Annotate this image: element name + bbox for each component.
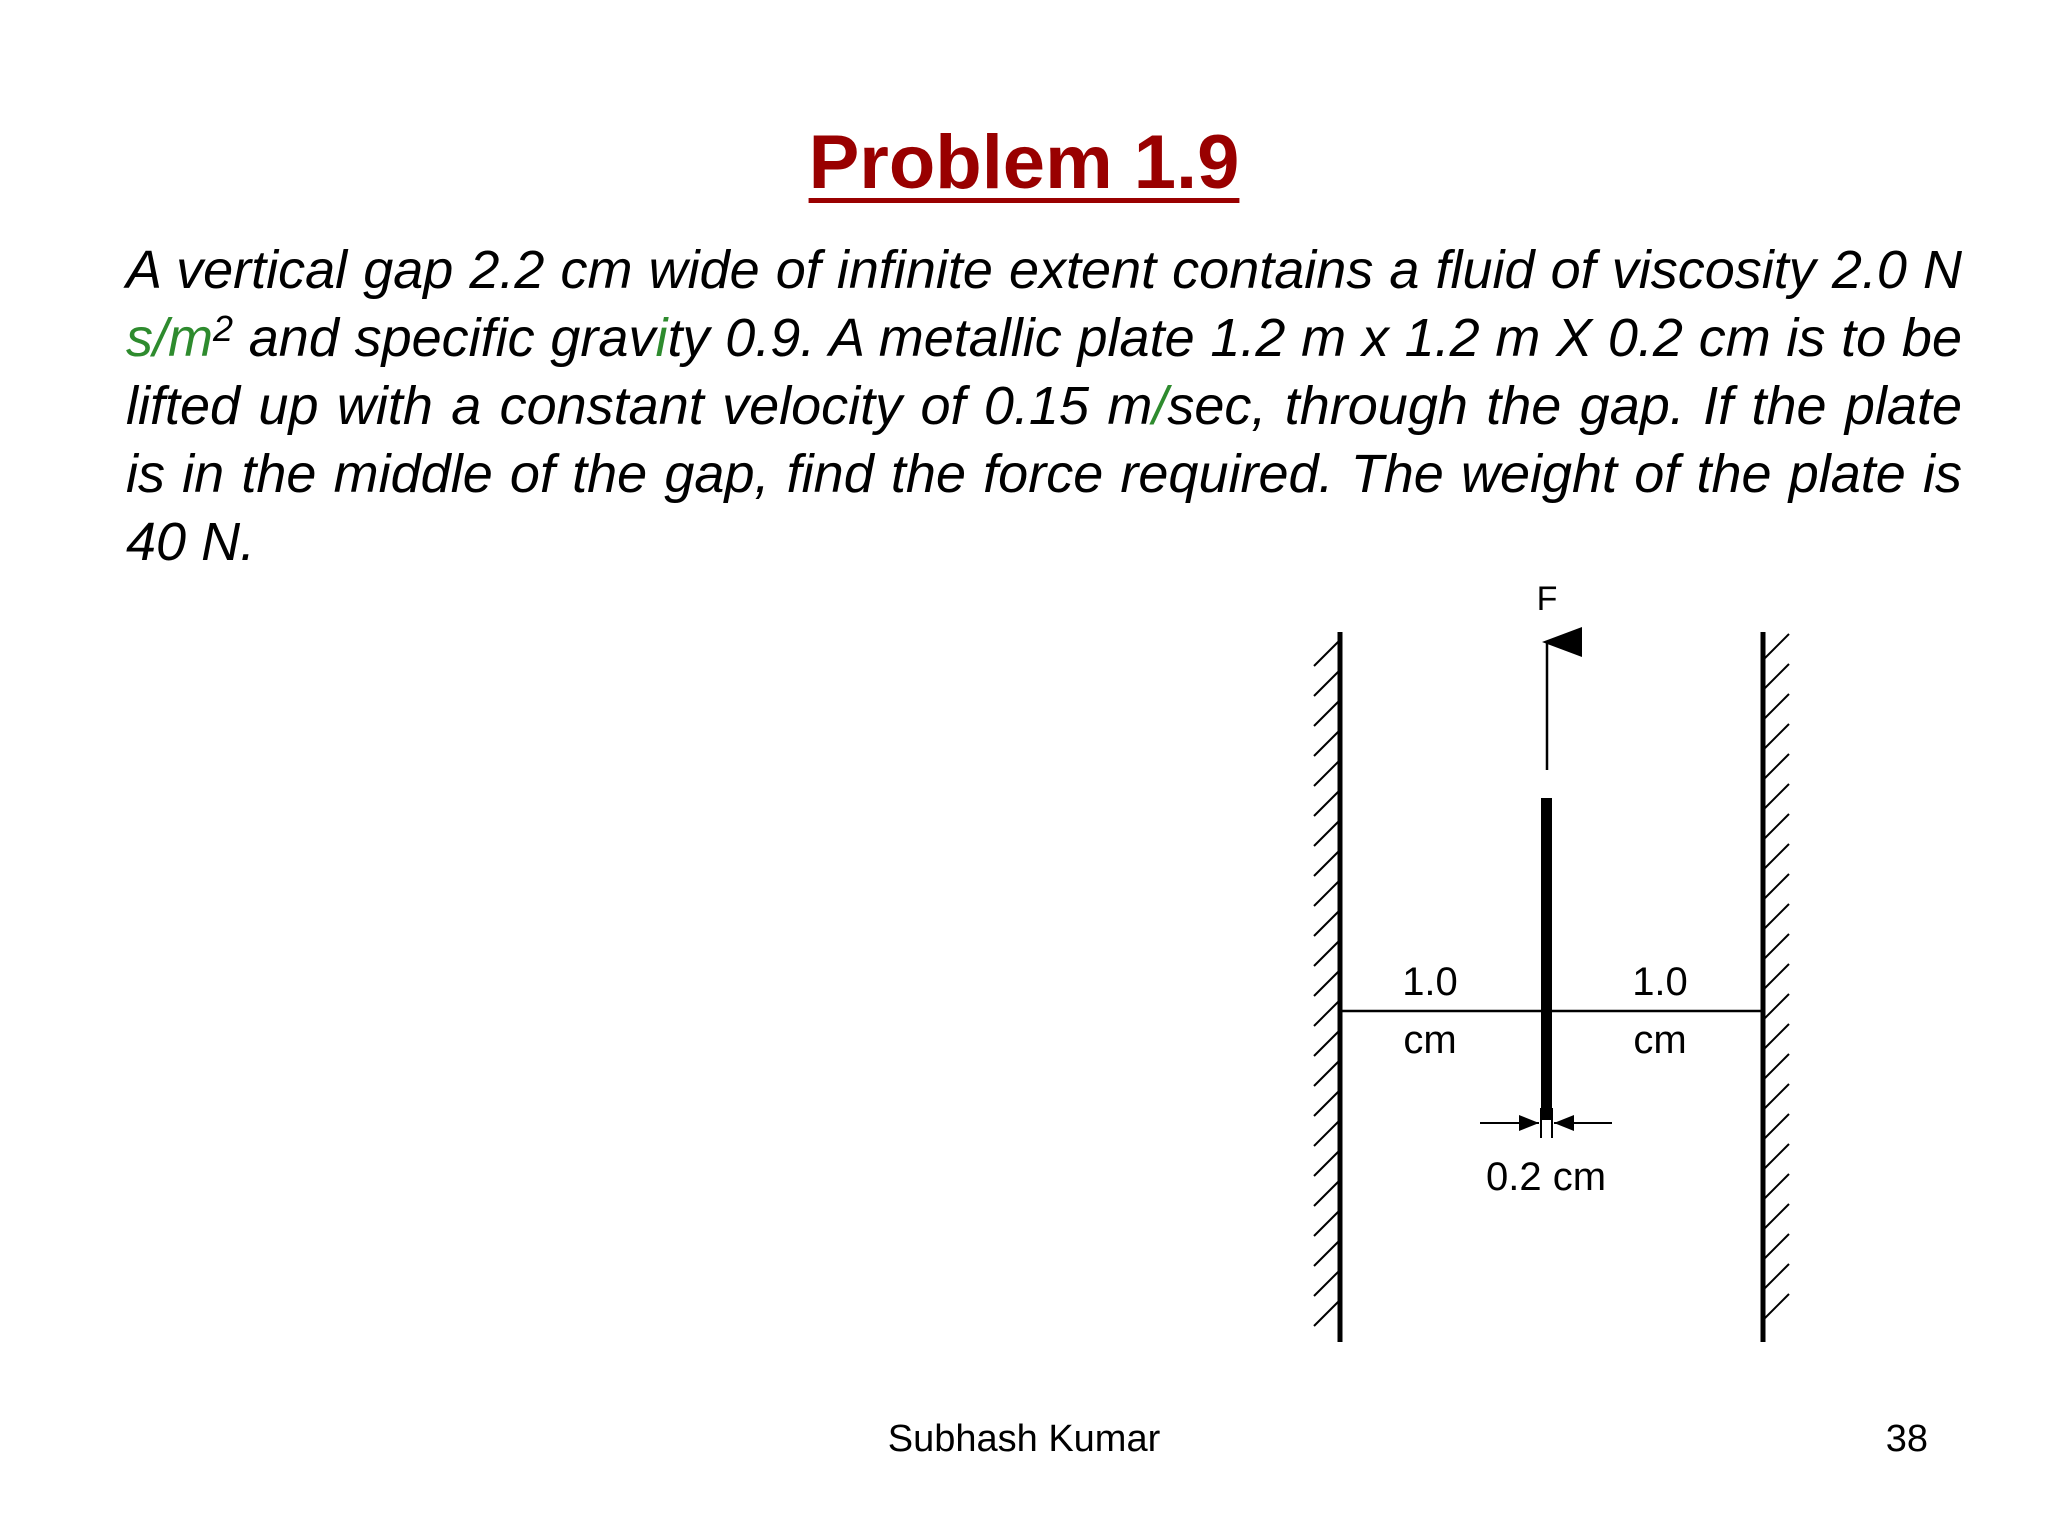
- left-wall-hatching: [1314, 640, 1340, 1326]
- right-wall-hatching: [1763, 634, 1789, 1320]
- gap-diagram: [1290, 570, 1830, 1350]
- right-gap-value: 1.0: [1632, 960, 1688, 1004]
- footer-author: Subhash Kumar: [887, 1418, 1161, 1460]
- right-wall: [1763, 632, 1789, 1342]
- problem-text-part1: A vertical gap 2.2 cm wide of infinite extent contains a fluid of viscosity 2.0 N: [126, 240, 1962, 300]
- problem-text-part3: ty 0.9. A metallic plate 1.2 m x 1.2 m X 0.2 cm is to be lifted up with a constant velocity of 0.15 m: [126, 308, 1962, 436]
- left-gap-value: 1.0: [1402, 960, 1458, 1004]
- page-number: 38: [1885, 1418, 1928, 1460]
- force-label: F: [1536, 580, 1558, 618]
- problem-text-part2: and specific grav: [233, 308, 656, 368]
- right-gap-unit: cm: [1633, 1018, 1687, 1062]
- slide-title: Problem 1.9: [808, 120, 1240, 205]
- metallic-plate: [1541, 798, 1552, 1120]
- problem-statement: [126, 236, 1962, 576]
- velocity-unit-slash: /: [1152, 376, 1168, 436]
- problem-text-green-i: i: [655, 308, 668, 368]
- left-wall: [1314, 632, 1340, 1342]
- left-gap-unit: cm: [1403, 1018, 1457, 1062]
- problem-text-part4: sec, through the gap. If the plate is in the middle of the gap, find the force required. The weight of the plate is 40 N.: [126, 376, 1962, 572]
- viscosity-unit-exponent: 2: [213, 308, 234, 349]
- plate-thickness-label: 0.2 cm: [1485, 1155, 1607, 1199]
- viscosity-unit: s/m: [126, 308, 213, 368]
